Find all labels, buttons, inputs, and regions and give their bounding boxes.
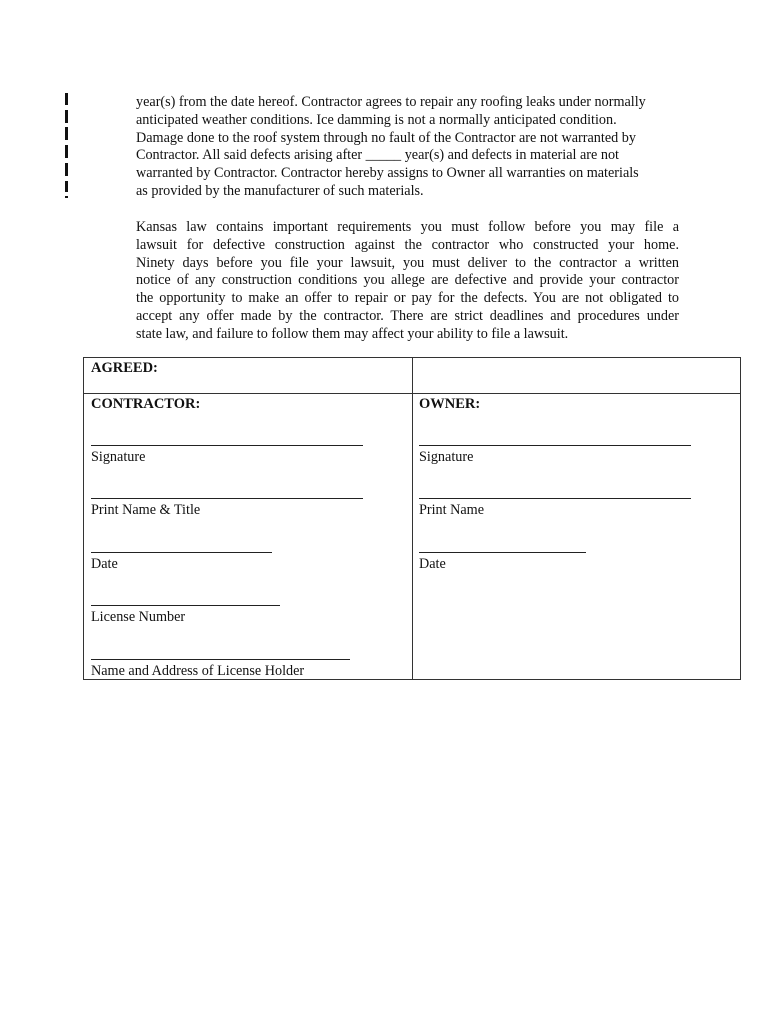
margin-change-bar bbox=[65, 127, 68, 140]
owner-signature-label: Signature bbox=[419, 449, 474, 465]
license-number-label: License Number bbox=[91, 609, 186, 625]
paragraph-line: warranted by Contractor. Contractor hereby assigns to Owner all warranties on materials bbox=[136, 165, 639, 182]
warranty-paragraph bbox=[136, 94, 679, 201]
paragraph-line: notice of any construction conditions you allege are defective and provide your contractor bbox=[136, 272, 679, 289]
paragraph-line: as provided by the manufacturer of such materials. bbox=[136, 182, 424, 199]
contractor-print-name-line[interactable] bbox=[91, 498, 363, 499]
contractor-print-name-label: Print Name & Title bbox=[91, 502, 201, 518]
column-divider bbox=[412, 358, 413, 679]
paragraph-line: Contractor. All said defects arising after _____ year(s) and defects in material are not bbox=[136, 147, 619, 164]
paragraph-line: the opportunity to make an offer to repair or pay for the defects. You are not obligated to bbox=[136, 290, 679, 307]
contractor-heading: CONTRACTOR: bbox=[91, 396, 201, 412]
margin-change-bar bbox=[65, 145, 68, 158]
paragraph-line: Ninety days before you file your lawsuit, you must deliver to the contractor a written bbox=[136, 254, 679, 271]
contractor-signature-line[interactable] bbox=[91, 445, 363, 446]
paragraph-line: Damage done to the roof system through no fault of the Contractor are not warranted by bbox=[136, 129, 636, 146]
margin-change-bar bbox=[65, 196, 68, 198]
kansas-law-paragraph bbox=[136, 219, 679, 344]
owner-signature-line[interactable] bbox=[419, 445, 691, 446]
margin-change-bar bbox=[65, 163, 68, 176]
margin-change-bar bbox=[65, 181, 68, 192]
contractor-signature-label: Signature bbox=[91, 449, 146, 465]
owner-print-name-label: Print Name bbox=[419, 502, 485, 518]
paragraph-line: Kansas law contains important requirements you must follow before you may file a bbox=[136, 219, 679, 235]
contractor-date-line[interactable] bbox=[91, 552, 272, 553]
paragraph-line: anticipated weather conditions. Ice damming is not a normally anticipated condition. bbox=[136, 111, 617, 128]
margin-change-bar bbox=[65, 110, 68, 123]
signature-table bbox=[83, 357, 741, 680]
agreed-label: AGREED: bbox=[91, 360, 158, 376]
owner-print-name-line[interactable] bbox=[419, 498, 691, 499]
paragraph-line: state law, and failure to follow them may affect your ability to file a lawsuit. bbox=[136, 325, 569, 342]
license-holder-label: Name and Address of License Holder bbox=[91, 663, 305, 679]
contractor-date-label: Date bbox=[91, 556, 118, 572]
license-number-line[interactable] bbox=[91, 605, 280, 606]
paragraph-line: lawsuit for defective construction against the contractor who constructed your home. bbox=[136, 236, 679, 253]
paragraph-line: accept any offer made by the contractor. There are strict deadlines and procedures under bbox=[136, 307, 679, 324]
owner-date-line[interactable] bbox=[419, 552, 586, 553]
license-holder-line[interactable] bbox=[91, 659, 350, 660]
paragraph-line: year(s) from the date hereof. Contractor agrees to repair any roofing leaks under normally bbox=[136, 94, 646, 110]
owner-date-label: Date bbox=[419, 556, 446, 572]
owner-heading: OWNER: bbox=[419, 396, 481, 412]
margin-change-bar bbox=[65, 93, 68, 105]
